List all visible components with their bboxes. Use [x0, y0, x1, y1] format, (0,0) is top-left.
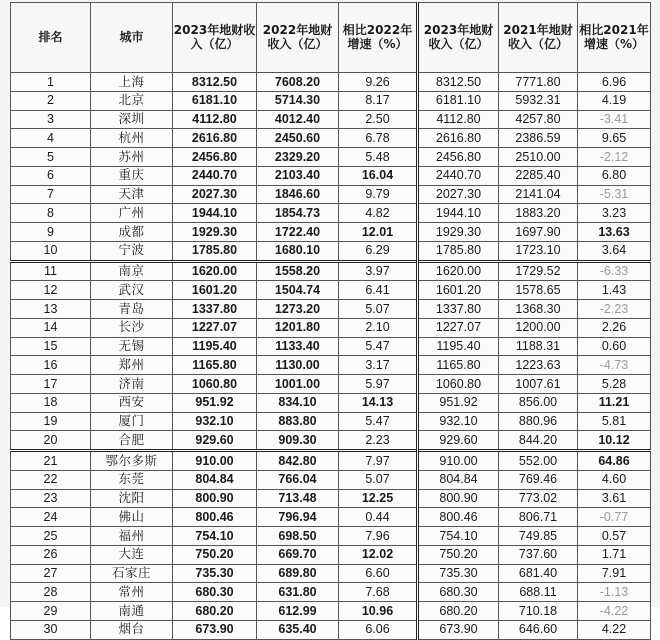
growth2022-cell: 10.96: [339, 602, 418, 621]
growth2022-cell: 6.78: [339, 129, 418, 148]
rev2022-cell: 1722.40: [257, 223, 339, 242]
table-row: [11, 356, 651, 375]
rev2022-cell: 1846.60: [257, 185, 339, 204]
table-row: [11, 204, 651, 223]
rev2022-cell: 713.48: [257, 489, 339, 508]
header-rev2023-b: 2023年地财收入（亿）: [418, 3, 499, 73]
rev2023-b-cell: 929.60: [418, 431, 499, 451]
city-cell: 重庆: [91, 166, 173, 185]
growth2022-cell: 16.04: [339, 166, 418, 185]
header-rev2023: 2023年地财收入（亿）: [173, 3, 257, 73]
rev2022-cell: 766.04: [257, 470, 339, 489]
table-row: [11, 337, 651, 356]
rev2023-b-cell: 6181.10: [418, 91, 499, 110]
growth2022-cell: 9.79: [339, 185, 418, 204]
city-cell: 佛山: [91, 508, 173, 527]
rev2023-cell: 735.30: [173, 564, 257, 583]
rev2022-cell: 1558.20: [257, 261, 339, 281]
rev2023-cell: 2456.80: [173, 148, 257, 167]
rev2022-cell: 612.99: [257, 602, 339, 621]
city-cell: 武汉: [91, 281, 173, 300]
rev2023-cell: 680.20: [173, 602, 257, 621]
rev2022-cell: 842.80: [257, 451, 339, 471]
growth2022-cell: 5.97: [339, 375, 418, 394]
growth2021-cell: -2.23: [578, 300, 651, 319]
rank-cell: 17: [11, 375, 91, 394]
growth2022-cell: 7.68: [339, 583, 418, 602]
rank-cell: 11: [11, 261, 91, 281]
city-cell: 青岛: [91, 300, 173, 319]
growth2021-cell: 64.86: [578, 451, 651, 471]
rev2021-cell: 1723.10: [499, 241, 578, 261]
rev2021-cell: 552.00: [499, 451, 578, 471]
rank-cell: 5: [11, 148, 91, 167]
table-row: [11, 110, 651, 129]
rank-cell: 3: [11, 110, 91, 129]
rev2023-cell: 951.92: [173, 393, 257, 412]
rev2022-cell: 1273.20: [257, 300, 339, 319]
rev2023-cell: 1337.80: [173, 300, 257, 319]
rev2023-cell: 750.20: [173, 545, 257, 564]
table-row: [11, 166, 651, 185]
rev2021-cell: 5932.31: [499, 91, 578, 110]
table-row: [11, 185, 651, 204]
rev2023-cell: 1620.00: [173, 261, 257, 281]
city-cell: 天津: [91, 185, 173, 204]
table-row: [11, 451, 651, 471]
table-row: [11, 620, 651, 639]
table-row: [11, 602, 651, 621]
table-row: [11, 223, 651, 242]
rank-cell: 21: [11, 451, 91, 471]
rank-cell: 2: [11, 91, 91, 110]
rank-cell: 7: [11, 185, 91, 204]
rev2023-b-cell: 2456.80: [418, 148, 499, 167]
rev2021-cell: 844.20: [499, 431, 578, 451]
growth2022-cell: 6.29: [339, 241, 418, 261]
rev2023-cell: 680.30: [173, 583, 257, 602]
rev2023-cell: 2616.80: [173, 129, 257, 148]
growth2022-cell: 3.17: [339, 356, 418, 375]
rank-cell: 10: [11, 241, 91, 261]
rev2022-cell: 689.80: [257, 564, 339, 583]
table-row: [11, 375, 651, 394]
rev2022-cell: 834.10: [257, 393, 339, 412]
rev2023-b-cell: 1195.40: [418, 337, 499, 356]
growth2022-cell: 6.41: [339, 281, 418, 300]
growth2022-cell: 12.02: [339, 545, 418, 564]
rev2023-b-cell: 932.10: [418, 412, 499, 431]
rev2021-cell: 1223.63: [499, 356, 578, 375]
table-row: [11, 431, 651, 451]
header-city: 城市: [91, 3, 173, 73]
rev2023-cell: 1944.10: [173, 204, 257, 223]
growth2021-cell: 1.71: [578, 545, 651, 564]
rank-cell: 25: [11, 527, 91, 546]
rank-cell: 4: [11, 129, 91, 148]
city-cell: 无锡: [91, 337, 173, 356]
rev2022-cell: 5714.30: [257, 91, 339, 110]
city-cell: 广州: [91, 204, 173, 223]
rev2023-b-cell: 1060.80: [418, 375, 499, 394]
rev2023-cell: 800.90: [173, 489, 257, 508]
rev2022-cell: 909.30: [257, 431, 339, 451]
rev2021-cell: 2386.59: [499, 129, 578, 148]
rev2021-cell: 1007.61: [499, 375, 578, 394]
rev2022-cell: 1130.00: [257, 356, 339, 375]
growth2022-cell: 14.13: [339, 393, 418, 412]
rev2021-cell: 806.71: [499, 508, 578, 527]
table-row: [11, 281, 651, 300]
table-row: [11, 318, 651, 337]
rev2023-b-cell: 680.20: [418, 602, 499, 621]
rev2021-cell: 880.96: [499, 412, 578, 431]
city-cell: 合肥: [91, 431, 173, 451]
rev2023-b-cell: 2616.80: [418, 129, 499, 148]
rev2021-cell: 737.60: [499, 545, 578, 564]
rev2023-b-cell: 673.90: [418, 620, 499, 639]
header-growth2022: 相比2022年增速（%）: [339, 3, 418, 73]
growth2021-cell: 6.96: [578, 73, 651, 92]
rev2023-b-cell: 951.92: [418, 393, 499, 412]
table-row: [11, 148, 651, 167]
city-cell: 鄂尔多斯: [91, 451, 173, 471]
city-cell: 烟台: [91, 620, 173, 639]
growth2021-cell: -4.22: [578, 602, 651, 621]
growth2022-cell: 3.97: [339, 261, 418, 281]
growth2022-cell: 2.50: [339, 110, 418, 129]
growth2021-cell: 4.19: [578, 91, 651, 110]
city-cell: 郑州: [91, 356, 173, 375]
rev2022-cell: 635.40: [257, 620, 339, 639]
rev2022-cell: 1854.73: [257, 204, 339, 223]
rev2023-b-cell: 4112.80: [418, 110, 499, 129]
rev2022-cell: 698.50: [257, 527, 339, 546]
growth2022-cell: 8.17: [339, 91, 418, 110]
rev2023-cell: 8312.50: [173, 73, 257, 92]
city-cell: 石家庄: [91, 564, 173, 583]
growth2021-cell: 10.12: [578, 431, 651, 451]
rev2023-b-cell: 1227.07: [418, 318, 499, 337]
rev2023-cell: 1601.20: [173, 281, 257, 300]
rank-cell: 1: [11, 73, 91, 92]
growth2022-cell: 5.07: [339, 470, 418, 489]
rev2022-cell: 1504.74: [257, 281, 339, 300]
rank-cell: 13: [11, 300, 91, 319]
growth2022-cell: 6.60: [339, 564, 418, 583]
rev2023-b-cell: 1944.10: [418, 204, 499, 223]
table-row: [11, 564, 651, 583]
table-row: [11, 470, 651, 489]
growth2022-cell: 5.48: [339, 148, 418, 167]
rank-cell: 12: [11, 281, 91, 300]
rev2023-cell: 804.84: [173, 470, 257, 489]
rev2023-cell: 1165.80: [173, 356, 257, 375]
city-cell: 西安: [91, 393, 173, 412]
rev2021-cell: 4257.80: [499, 110, 578, 129]
rev2022-cell: 796.94: [257, 508, 339, 527]
rev2021-cell: 2510.00: [499, 148, 578, 167]
rank-cell: 29: [11, 602, 91, 621]
rev2023-cell: 6181.10: [173, 91, 257, 110]
table-row: [11, 489, 651, 508]
rev2023-b-cell: 1785.80: [418, 241, 499, 261]
rev2023-cell: 2027.30: [173, 185, 257, 204]
growth2021-cell: 3.64: [578, 241, 651, 261]
header-rev2021: 2021年地财收入（亿）: [499, 3, 578, 73]
growth2022-cell: 9.26: [339, 73, 418, 92]
rev2022-cell: 631.80: [257, 583, 339, 602]
rev2021-cell: 1729.52: [499, 261, 578, 281]
growth2021-cell: 3.23: [578, 204, 651, 223]
rev2023-b-cell: 8312.50: [418, 73, 499, 92]
city-cell: 长沙: [91, 318, 173, 337]
rev2022-cell: 2329.20: [257, 148, 339, 167]
rank-cell: 8: [11, 204, 91, 223]
city-cell: 上海: [91, 73, 173, 92]
table-body: [11, 73, 651, 640]
rev2023-cell: 2440.70: [173, 166, 257, 185]
growth2021-cell: 1.43: [578, 281, 651, 300]
rev2023-b-cell: 1337.80: [418, 300, 499, 319]
rev2021-cell: 1883.20: [499, 204, 578, 223]
rev2022-cell: 883.80: [257, 412, 339, 431]
rev2023-cell: 1785.80: [173, 241, 257, 261]
rank-cell: 27: [11, 564, 91, 583]
growth2021-cell: -5.31: [578, 185, 651, 204]
growth2022-cell: 7.97: [339, 451, 418, 471]
table-row: [11, 545, 651, 564]
rev2022-cell: 2450.60: [257, 129, 339, 148]
growth2022-cell: 5.47: [339, 412, 418, 431]
rev2021-cell: 773.02: [499, 489, 578, 508]
city-cell: 苏州: [91, 148, 173, 167]
table-row: [11, 91, 651, 110]
growth2022-cell: 7.96: [339, 527, 418, 546]
rev2023-cell: 1195.40: [173, 337, 257, 356]
table-row: [11, 412, 651, 431]
rev2021-cell: 1200.00: [499, 318, 578, 337]
growth2022-cell: 5.07: [339, 300, 418, 319]
growth2022-cell: 12.25: [339, 489, 418, 508]
city-cell: 宁波: [91, 241, 173, 261]
growth2022-cell: 12.01: [339, 223, 418, 242]
city-cell: 东莞: [91, 470, 173, 489]
rev2023-cell: 932.10: [173, 412, 257, 431]
rev2022-cell: 2103.40: [257, 166, 339, 185]
rev2023-cell: 910.00: [173, 451, 257, 471]
land-revenue-table: [10, 2, 651, 640]
growth2021-cell: -3.41: [578, 110, 651, 129]
rev2021-cell: 769.46: [499, 470, 578, 489]
rank-cell: 15: [11, 337, 91, 356]
rev2023-cell: 1060.80: [173, 375, 257, 394]
rev2023-b-cell: 1620.00: [418, 261, 499, 281]
rank-cell: 24: [11, 508, 91, 527]
rev2022-cell: 7608.20: [257, 73, 339, 92]
rev2021-cell: 1697.90: [499, 223, 578, 242]
city-cell: 南通: [91, 602, 173, 621]
growth2021-cell: 6.80: [578, 166, 651, 185]
growth2021-cell: -0.77: [578, 508, 651, 527]
rev2021-cell: 1368.30: [499, 300, 578, 319]
growth2021-cell: 4.22: [578, 620, 651, 639]
city-cell: 成都: [91, 223, 173, 242]
growth2021-cell: 0.60: [578, 337, 651, 356]
growth2021-cell: 5.28: [578, 375, 651, 394]
rev2023-b-cell: 2440.70: [418, 166, 499, 185]
rev2022-cell: 1133.40: [257, 337, 339, 356]
growth2021-cell: -2.12: [578, 148, 651, 167]
rev2023-b-cell: 800.46: [418, 508, 499, 527]
table-row: [11, 241, 651, 261]
rev2023-b-cell: 1929.30: [418, 223, 499, 242]
city-cell: 沈阳: [91, 489, 173, 508]
growth2021-cell: 9.65: [578, 129, 651, 148]
growth2022-cell: 2.23: [339, 431, 418, 451]
rev2023-cell: 754.10: [173, 527, 257, 546]
header-rev2022: 2022年地财收入（亿）: [257, 3, 339, 73]
growth2021-cell: 7.91: [578, 564, 651, 583]
rev2021-cell: 688.11: [499, 583, 578, 602]
growth2022-cell: 0.44: [339, 508, 418, 527]
rev2021-cell: 710.18: [499, 602, 578, 621]
growth2022-cell: 5.47: [339, 337, 418, 356]
rev2023-b-cell: 754.10: [418, 527, 499, 546]
header-rank: 排名: [11, 3, 91, 73]
rev2023-cell: 673.90: [173, 620, 257, 639]
growth2021-cell: 13.63: [578, 223, 651, 242]
header-row: [11, 3, 651, 73]
rank-cell: 22: [11, 470, 91, 489]
city-cell: 深圳: [91, 110, 173, 129]
rev2021-cell: 1188.31: [499, 337, 578, 356]
rev2021-cell: 749.85: [499, 527, 578, 546]
rev2023-b-cell: 735.30: [418, 564, 499, 583]
city-cell: 北京: [91, 91, 173, 110]
rev2023-cell: 4112.80: [173, 110, 257, 129]
table-row: [11, 73, 651, 92]
growth2021-cell: 0.57: [578, 527, 651, 546]
rank-cell: 30: [11, 620, 91, 639]
rev2023-b-cell: 910.00: [418, 451, 499, 471]
rev2022-cell: 4012.40: [257, 110, 339, 129]
rev2022-cell: 669.70: [257, 545, 339, 564]
table-row: [11, 508, 651, 527]
rev2023-b-cell: 2027.30: [418, 185, 499, 204]
rev2023-b-cell: 1601.20: [418, 281, 499, 300]
rev2023-cell: 929.60: [173, 431, 257, 451]
rank-cell: 16: [11, 356, 91, 375]
rank-cell: 18: [11, 393, 91, 412]
rev2022-cell: 1680.10: [257, 241, 339, 261]
growth2022-cell: 2.10: [339, 318, 418, 337]
rev2021-cell: 856.00: [499, 393, 578, 412]
rev2021-cell: 2141.04: [499, 185, 578, 204]
table-row: [11, 393, 651, 412]
rev2023-cell: 800.46: [173, 508, 257, 527]
growth2021-cell: -4.73: [578, 356, 651, 375]
rev2022-cell: 1001.00: [257, 375, 339, 394]
rev2023-cell: 1227.07: [173, 318, 257, 337]
rev2021-cell: 1578.65: [499, 281, 578, 300]
city-cell: 南京: [91, 261, 173, 281]
rank-cell: 19: [11, 412, 91, 431]
city-cell: 厦门: [91, 412, 173, 431]
growth2022-cell: 4.82: [339, 204, 418, 223]
growth2022-cell: 6.06: [339, 620, 418, 639]
growth2021-cell: -6.33: [578, 261, 651, 281]
rev2023-cell: 1929.30: [173, 223, 257, 242]
growth2021-cell: 11.21: [578, 393, 651, 412]
table-row: [11, 583, 651, 602]
city-cell: 济南: [91, 375, 173, 394]
rev2021-cell: 681.40: [499, 564, 578, 583]
table-row: [11, 527, 651, 546]
header-growth2021: 相比2021年增速（%）: [578, 3, 651, 73]
table-row: [11, 129, 651, 148]
growth2021-cell: 4.60: [578, 470, 651, 489]
rank-cell: 26: [11, 545, 91, 564]
rev2023-b-cell: 804.84: [418, 470, 499, 489]
city-cell: 大连: [91, 545, 173, 564]
rank-cell: 9: [11, 223, 91, 242]
city-cell: 福州: [91, 527, 173, 546]
rev2022-cell: 1201.80: [257, 318, 339, 337]
growth2021-cell: 3.61: [578, 489, 651, 508]
rank-cell: 28: [11, 583, 91, 602]
city-cell: 常州: [91, 583, 173, 602]
rev2023-b-cell: 1165.80: [418, 356, 499, 375]
table-row: [11, 261, 651, 281]
rev2021-cell: 7771.80: [499, 73, 578, 92]
rev2023-b-cell: 680.30: [418, 583, 499, 602]
rank-cell: 14: [11, 318, 91, 337]
rev2021-cell: 2285.40: [499, 166, 578, 185]
city-cell: 杭州: [91, 129, 173, 148]
rank-cell: 23: [11, 489, 91, 508]
rev2021-cell: 646.60: [499, 620, 578, 639]
rank-cell: 6: [11, 166, 91, 185]
table-row: [11, 300, 651, 319]
growth2021-cell: 2.26: [578, 318, 651, 337]
rank-cell: 20: [11, 431, 91, 451]
rev2023-b-cell: 800.90: [418, 489, 499, 508]
growth2021-cell: -1.13: [578, 583, 651, 602]
growth2021-cell: 5.81: [578, 412, 651, 431]
rev2023-b-cell: 750.20: [418, 545, 499, 564]
